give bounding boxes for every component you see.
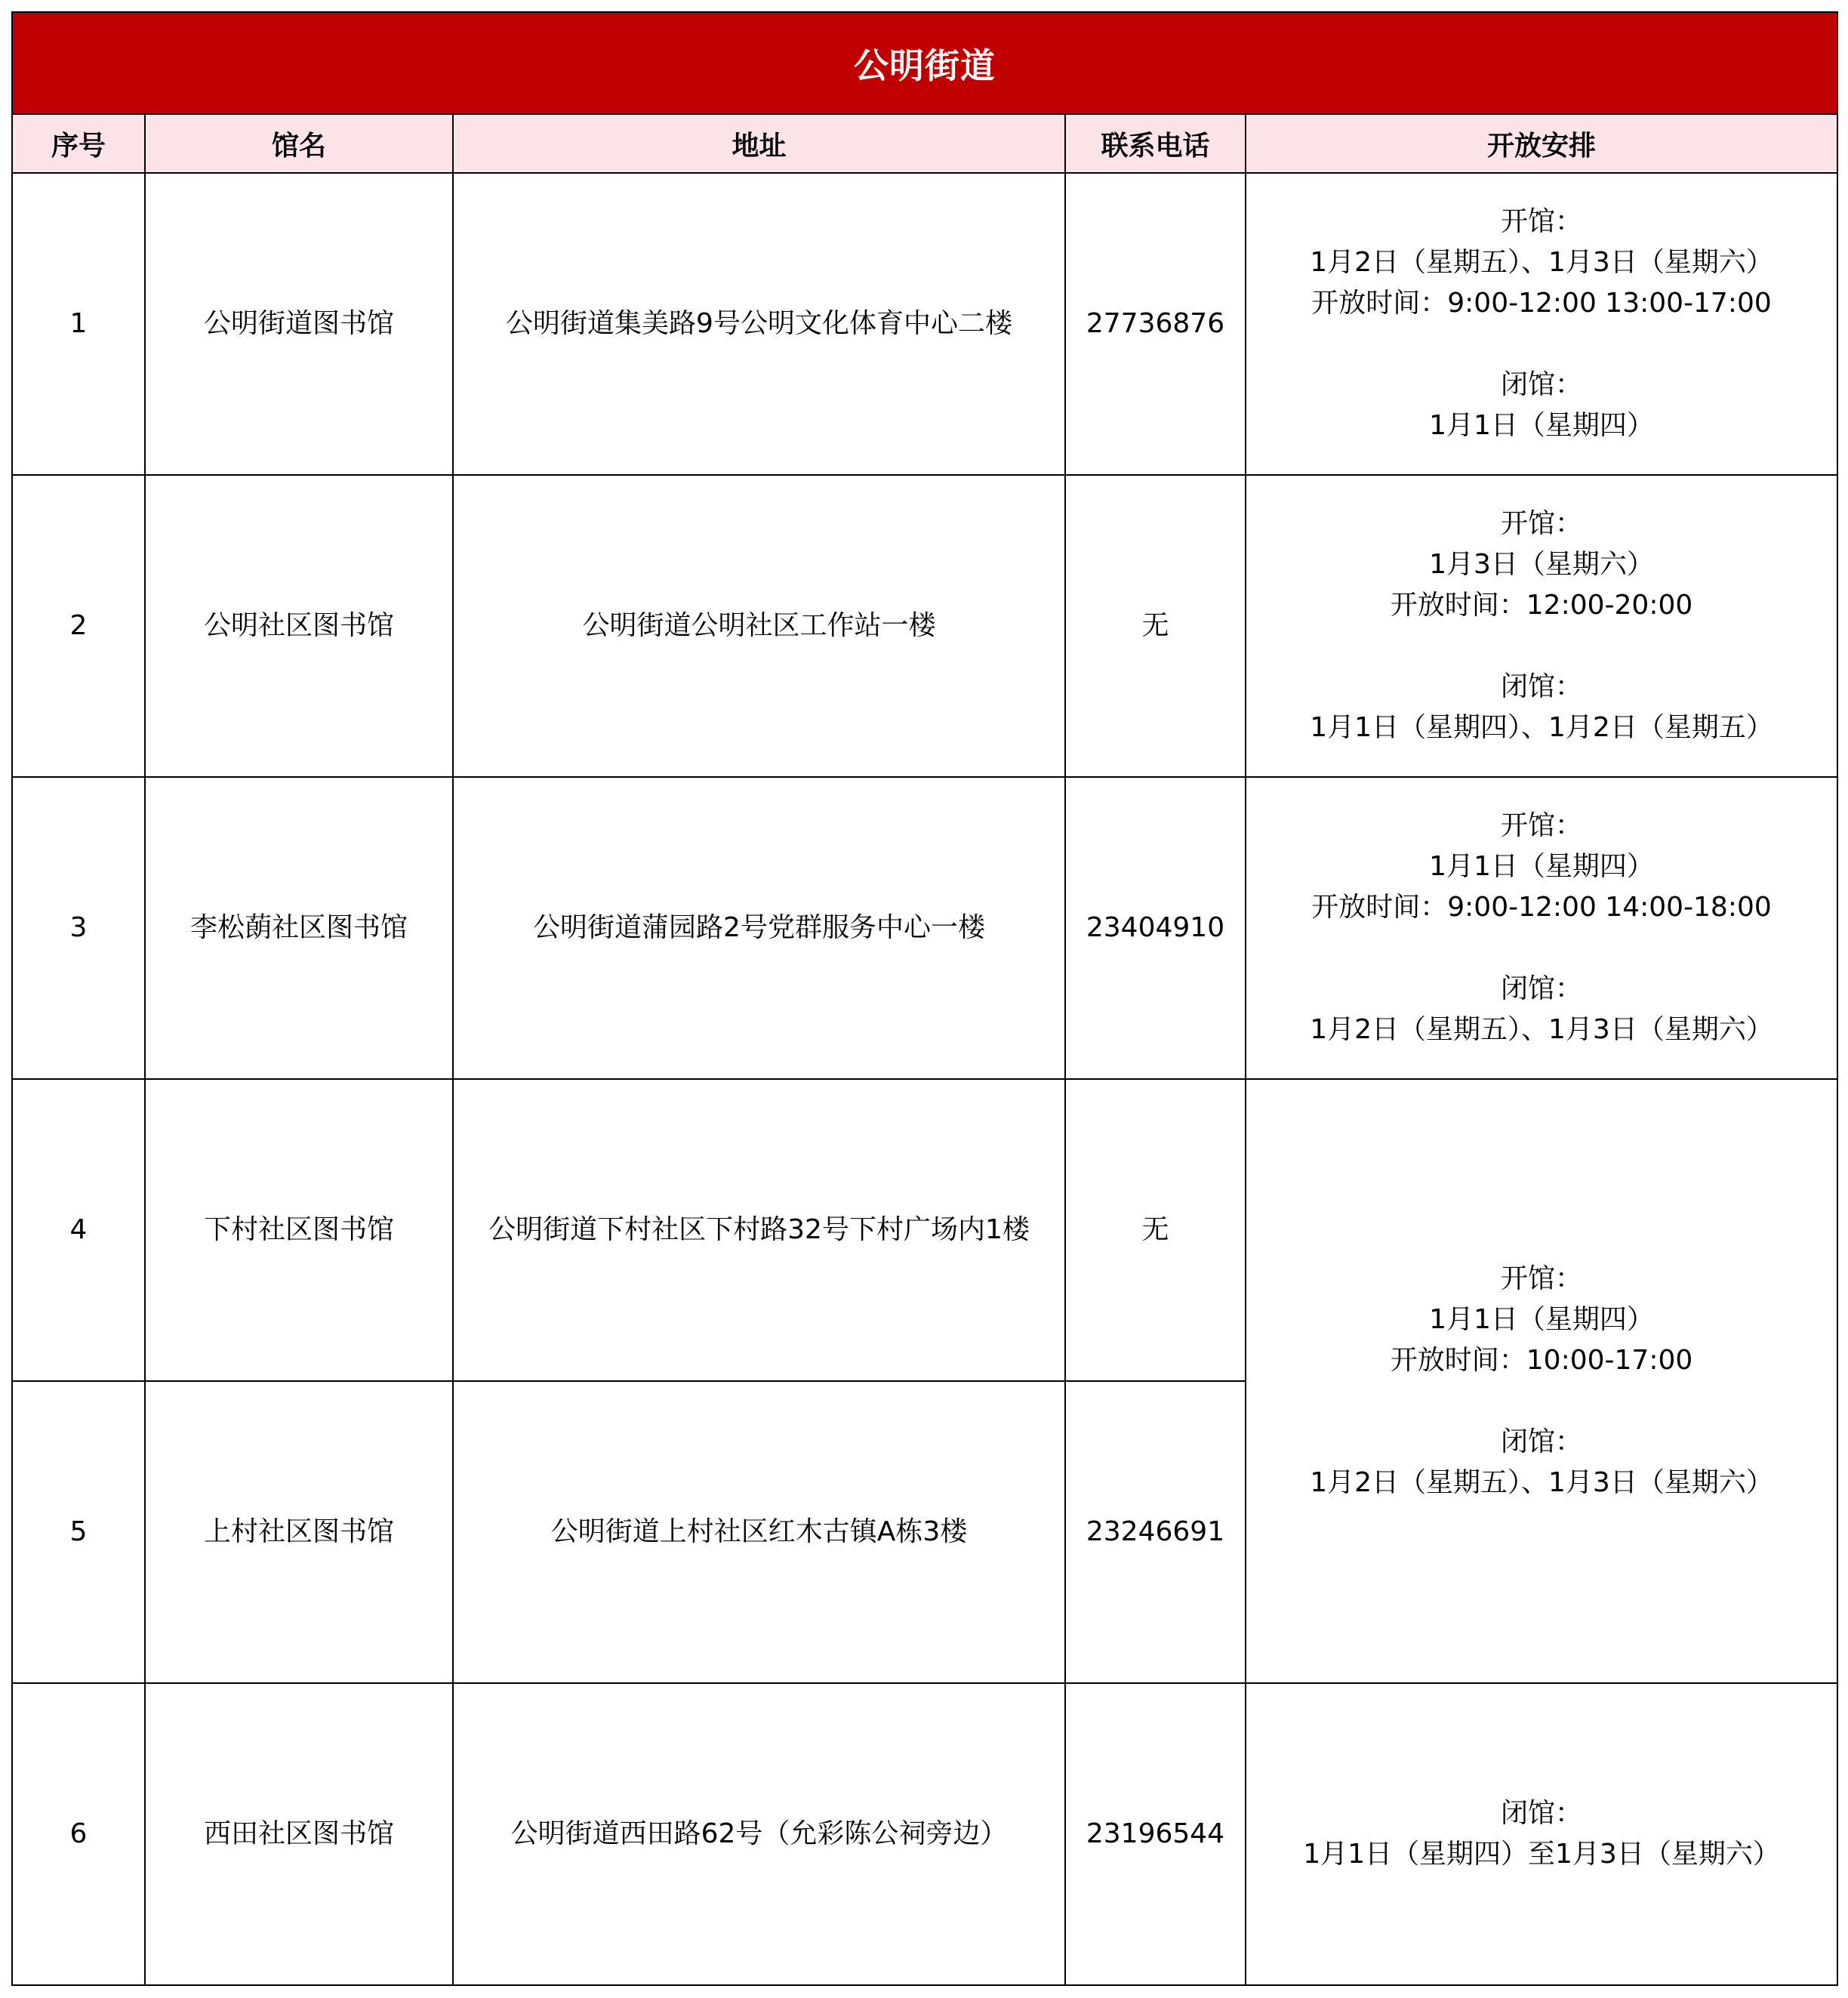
table-row <box>12 1683 1837 1985</box>
table-row <box>12 777 1837 1079</box>
row-schedule-merged <box>1246 1079 1837 1683</box>
closed-label: 闭馆： <box>1501 1798 1583 1829</box>
closed-dates: 1月2日（星期五）、1月3日（星期六） <box>1310 1014 1773 1045</box>
row-index: 1 <box>12 173 145 475</box>
schedule-spacer <box>1251 324 1832 365</box>
header-name: 馆名 <box>145 114 453 173</box>
row-phone: 23196544 <box>1065 1683 1246 1985</box>
row-address: 公明街道西田路62号（允彩陈公祠旁边） <box>453 1683 1065 1985</box>
row-name: 西田社区图书馆 <box>145 1683 453 1985</box>
table-row <box>12 475 1837 777</box>
row-name: 公明社区图书馆 <box>145 475 453 777</box>
row-name: 下村社区图书馆 <box>145 1079 453 1381</box>
table-row <box>12 173 1837 475</box>
row-name: 李松蓢社区图书馆 <box>145 777 453 1079</box>
header-schedule: 开放安排 <box>1246 114 1837 173</box>
row-index: 2 <box>12 475 145 777</box>
row-address: 公明街道蒲园路2号党群服务中心一楼 <box>453 777 1065 1079</box>
table-row <box>12 1079 1837 1381</box>
row-phone: 无 <box>1065 1079 1246 1381</box>
row-phone: 23246691 <box>1065 1381 1246 1683</box>
open-hours: 开放时间：9:00-12:00 13:00-17:00 <box>1311 288 1772 319</box>
open-hours: 开放时间：12:00-20:00 <box>1390 590 1693 621</box>
row-phone: 23404910 <box>1065 777 1246 1079</box>
row-index: 3 <box>12 777 145 1079</box>
row-schedule <box>1246 777 1837 1079</box>
schedule-spacer <box>1251 1381 1832 1422</box>
row-name: 上村社区图书馆 <box>145 1381 453 1683</box>
row-index: 4 <box>12 1079 145 1381</box>
header-index: 序号 <box>12 114 145 173</box>
open-dates: 1月1日（星期四） <box>1429 851 1654 882</box>
open-hours: 开放时间：9:00-12:00 14:00-18:00 <box>1311 892 1772 923</box>
row-phone: 27736876 <box>1065 173 1246 475</box>
row-address: 公明街道上村社区红木古镇A栋3楼 <box>453 1381 1065 1683</box>
open-dates: 1月1日（星期四） <box>1429 1304 1654 1335</box>
row-address: 公明街道下村社区下村路32号下村广场内1楼 <box>453 1079 1065 1381</box>
open-label: 开馆： <box>1501 206 1583 237</box>
row-schedule <box>1246 173 1837 475</box>
schedule-spacer <box>1251 928 1832 969</box>
closed-dates: 1月1日（星期四）、1月2日（星期五） <box>1310 712 1773 743</box>
row-address: 公明街道公明社区工作站一楼 <box>453 475 1065 777</box>
header-address: 地址 <box>453 114 1065 173</box>
title-row <box>12 12 1837 114</box>
closed-dates: 1月1日（星期四） <box>1429 410 1654 441</box>
header-row <box>12 114 1837 173</box>
row-schedule <box>1246 475 1837 777</box>
open-hours: 开放时间：10:00-17:00 <box>1390 1345 1693 1376</box>
row-schedule <box>1246 1683 1837 1985</box>
table-title: 公明街道 <box>12 12 1837 114</box>
row-phone: 无 <box>1065 475 1246 777</box>
closed-label: 闭馆： <box>1501 973 1583 1004</box>
open-label: 开馆： <box>1501 810 1583 841</box>
header-phone: 联系电话 <box>1065 114 1246 173</box>
closed-label: 闭馆： <box>1501 671 1583 702</box>
closed-dates: 1月1日（星期四）至1月3日（星期六） <box>1303 1839 1780 1870</box>
open-dates: 1月2日（星期五）、1月3日（星期六） <box>1310 247 1773 278</box>
row-name: 公明街道图书馆 <box>145 173 453 475</box>
open-label: 开馆： <box>1501 1263 1583 1294</box>
library-schedule-table <box>11 11 1838 1986</box>
closed-label: 闭馆： <box>1501 369 1583 400</box>
closed-dates: 1月2日（星期五）、1月3日（星期六） <box>1310 1467 1773 1498</box>
row-index: 6 <box>12 1683 145 1985</box>
schedule-spacer <box>1251 626 1832 667</box>
row-address: 公明街道集美路9号公明文化体育中心二楼 <box>453 173 1065 475</box>
open-label: 开馆： <box>1501 508 1583 539</box>
closed-label: 闭馆： <box>1501 1426 1583 1457</box>
open-dates: 1月3日（星期六） <box>1429 549 1654 580</box>
row-index: 5 <box>12 1381 145 1683</box>
